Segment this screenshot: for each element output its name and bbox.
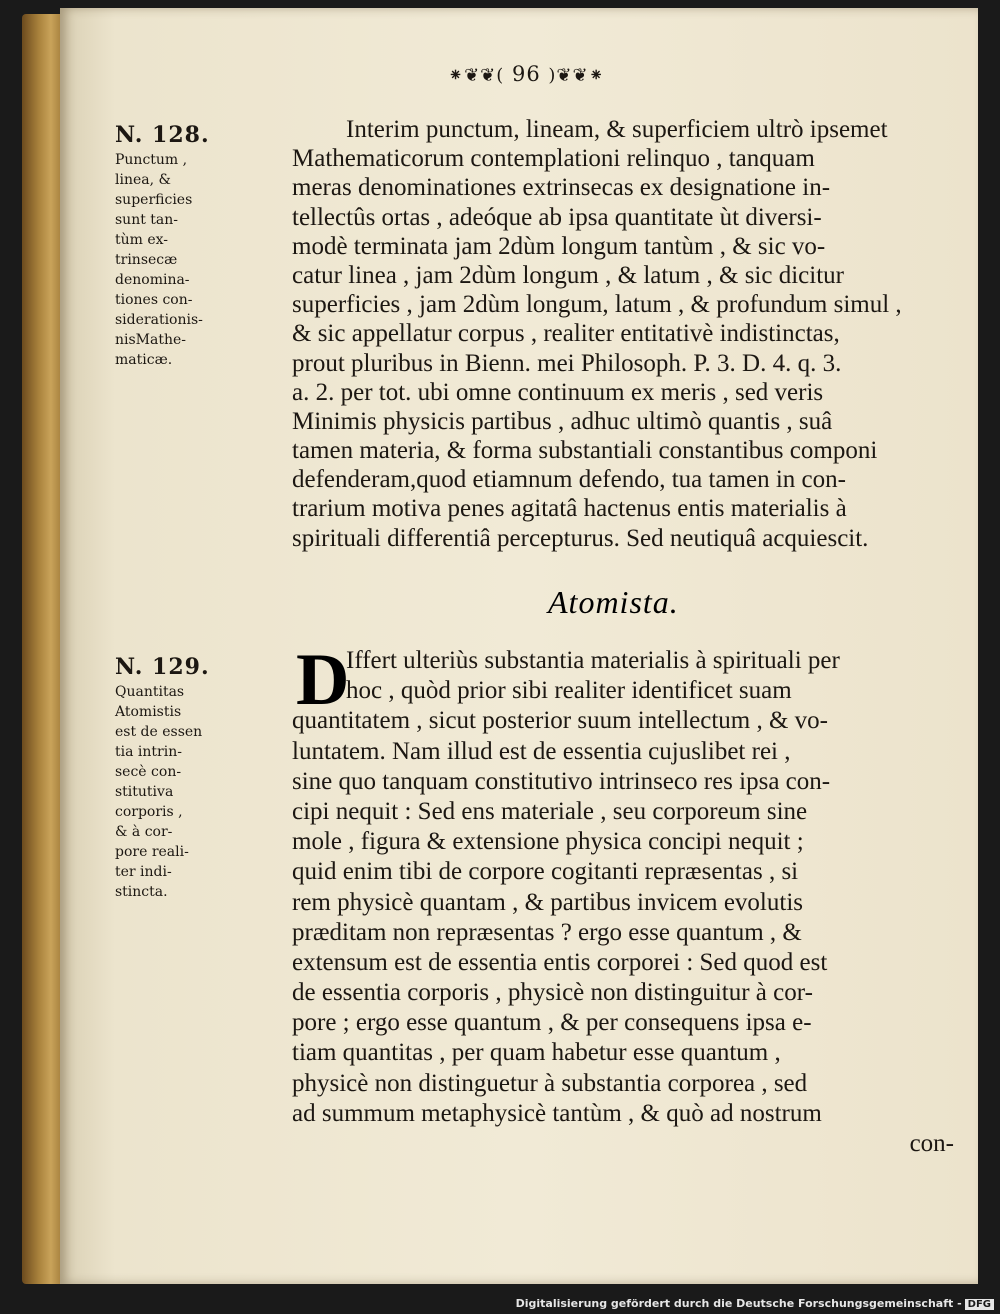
gloss-line: siderationis- bbox=[115, 312, 203, 328]
text-line: catur linea , jam 2dùm longum , & latum , & sic dicitur bbox=[292, 261, 844, 289]
gloss-line: & à cor- bbox=[115, 824, 173, 840]
text-line: tiam quantitas , per quam habetur esse quantum , bbox=[292, 1039, 781, 1067]
ornament-right: )❦❦⁕ bbox=[548, 65, 605, 86]
gloss-line: corporis , bbox=[115, 804, 183, 820]
digitization-credit bbox=[516, 1297, 994, 1310]
margin-gloss bbox=[115, 150, 225, 370]
text-line: superficies , jam 2dùm longum, latum , & profundum simul , bbox=[292, 291, 902, 319]
credit-text: Digitalisierung gefördert durch die Deutsche Forschungsgemeinschaft - bbox=[515, 1297, 962, 1310]
text-line: præditam non repræsentas ? ergo esse quantum , & bbox=[292, 918, 802, 946]
gloss-line: ter indi- bbox=[115, 864, 172, 880]
text-line: spirituali differentiâ percepturus. Sed neutiquâ acquiescit. bbox=[292, 524, 869, 552]
gloss-line: stitutiva bbox=[115, 784, 174, 800]
text-line: meras denominationes extrinsecas ex designatione in- bbox=[292, 174, 831, 202]
text-line: ad summum metaphysicè tantùm , & quò ad nostrum bbox=[292, 1099, 822, 1127]
page-number: 96 bbox=[511, 62, 541, 86]
section-heading: Atomista. bbox=[548, 584, 679, 620]
text-line: modè terminata jam 2dùm longum tantùm , & sic vo- bbox=[292, 232, 826, 260]
text-line: physicè non distinguetur à substantia corporea , sed bbox=[292, 1069, 808, 1097]
text-line: de essentia corporis , physicè non distinguitur à cor- bbox=[292, 979, 813, 1007]
text-line: cipi nequit : Sed ens materiale , seu corporeum sine bbox=[292, 797, 808, 825]
text-line: defenderam,quod etiamnum defendo, tua tamen in con- bbox=[292, 466, 846, 494]
margin-gloss bbox=[115, 682, 225, 902]
text-line: & sic appellatur corpus , realiter entitativè indistinctas, bbox=[292, 320, 840, 348]
ornament-left: ⁕❦❦( bbox=[448, 65, 505, 86]
text-line: luntatem. Nam illud est de essentia cujuslibet rei , bbox=[292, 737, 791, 765]
gloss-line: Atomistis bbox=[115, 704, 182, 720]
text-line: quid enim tibi de corpore cogitanti repræsentas , si bbox=[292, 858, 799, 886]
margin-note-128 bbox=[115, 122, 225, 370]
text-line: a. 2. per tot. ubi omne continuum ex meris , sed veris bbox=[292, 378, 824, 406]
gloss-line: nisMathe- bbox=[115, 332, 187, 348]
text-line: extensum est de essentia entis corporei : Sed quod est bbox=[292, 948, 828, 976]
body-text-section1 bbox=[292, 115, 960, 553]
text-line: mole , figura & extensione physica concipi nequit ; bbox=[292, 828, 804, 856]
text-line: Iffert ulteriùs substantia materialis à spirituali per bbox=[346, 647, 840, 674]
text-line: prout pluribus in Bienn. mei Philosoph. P. 3. D. 4. q. 3. bbox=[292, 349, 842, 377]
text-line: rem physicè quantam , & partibus invicem evolutis bbox=[292, 888, 803, 916]
gloss-line: pore reali- bbox=[115, 844, 189, 860]
dfg-logo: DFG bbox=[965, 1299, 994, 1310]
gloss-line: linea, & bbox=[115, 172, 171, 188]
page-header bbox=[448, 62, 605, 86]
gloss-line: secè con- bbox=[115, 764, 182, 780]
margin-note-129 bbox=[115, 654, 225, 902]
text-line: quantitatem , sicut posterior suum intellectum , & vo- bbox=[292, 707, 829, 735]
text-line: Interim punctum, lineam, & superficiem ultrò ipsemet bbox=[346, 116, 888, 143]
text-line: Mathematicorum contemplationi relinquo , tanquam bbox=[292, 145, 815, 173]
gloss-line: stincta. bbox=[115, 884, 168, 900]
text-line: Minimis physicis partibus , adhuc ultimò quantis , suâ bbox=[292, 407, 833, 435]
drop-cap: D bbox=[296, 639, 350, 721]
text-line: pore ; ergo esse quantum , & per consequens ipsa e- bbox=[292, 1009, 812, 1037]
gloss-line: trinsecæ bbox=[115, 252, 178, 268]
body-text-section2 bbox=[292, 639, 960, 1159]
text-line: sine quo tanquam constitutivo intrinseco res ipsa con- bbox=[292, 767, 831, 795]
gloss-line: tùm ex- bbox=[115, 232, 169, 248]
text-line: trarium motiva penes agitatâ hactenus entis materialis à bbox=[292, 495, 847, 523]
gloss-line: est de essen bbox=[115, 724, 203, 740]
gloss-line: tiones con- bbox=[115, 292, 193, 308]
text-line: hoc , quòd prior sibi realiter identificet suam bbox=[346, 677, 792, 705]
catchword: con- bbox=[909, 1130, 954, 1157]
gloss-line: tia intrin- bbox=[115, 744, 182, 760]
gloss-line: sunt tan- bbox=[115, 212, 179, 228]
gloss-line: superficies bbox=[115, 192, 193, 208]
margin-number: N. 129. bbox=[115, 654, 210, 680]
margin-number: N. 128. bbox=[115, 122, 210, 148]
text-line: tellectûs ortas , adeóque ab ipsa quantitate ùt diversi- bbox=[292, 203, 822, 231]
gloss-line: Punctum , bbox=[115, 152, 188, 168]
gloss-line: denomina- bbox=[115, 272, 190, 288]
gloss-line: Quantitas bbox=[115, 684, 185, 700]
gloss-line: maticæ. bbox=[115, 352, 173, 368]
text-line: tamen materia, & forma substantiali constantibus componi bbox=[292, 437, 878, 465]
